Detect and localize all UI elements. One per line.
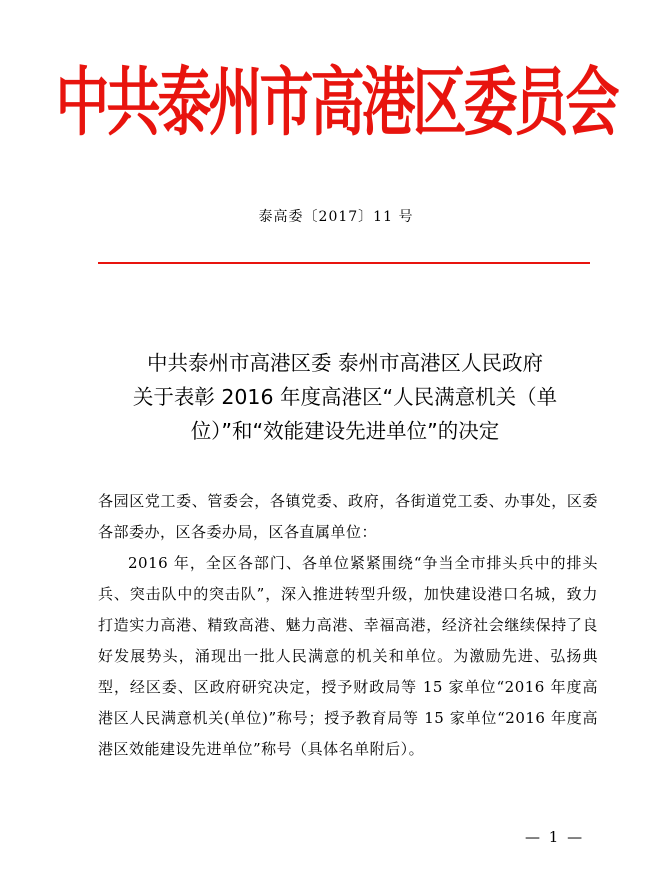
document-number: 泰高委〔2017〕11 号 [258, 209, 414, 225]
body-paragraph: 2016 年，全区各部门、各单位紧紧围绕“争当全市排头兵中的排头兵、突击队中的突击队”，深入推进转型升级，加快建设港口名城，致力打造实力高港、精致高港、魅力高港、幸福高港，经济社会继续保持了良好发展势头，涌现出一批人民满意的机关和单位。为激励先进、弘扬典型，经区委、区政府研究决定，授予财政局等 15 家单位“2016 年度高港区人民满意机关(单位)”称号；授予教育局等 15 家单位“2016 年度高港区效能建设先进单位”称号（具体名单附后）。 [98, 554, 598, 758]
document-title [80, 346, 610, 448]
addressee-paragraph: 各园区党工委、管委会，各镇党委、政府，各街道党工委、办事处，区委各部委办，区各委办局，区各直属单位： [98, 492, 598, 541]
issuing-authority-header: 中共泰州市高港区委员会 [55, 59, 617, 147]
title-line: 位）”和“效能建设先进单位”的决定 [190, 419, 500, 443]
document-body [98, 486, 598, 765]
title-line: 关于表彰 2016 年度高港区“人民满意机关（单 [132, 385, 558, 409]
red-divider-line [98, 262, 590, 264]
title-line: 中共泰州市高港区委 泰州市高港区人民政府 [146, 351, 543, 375]
page-number: — 1 — [525, 828, 585, 846]
